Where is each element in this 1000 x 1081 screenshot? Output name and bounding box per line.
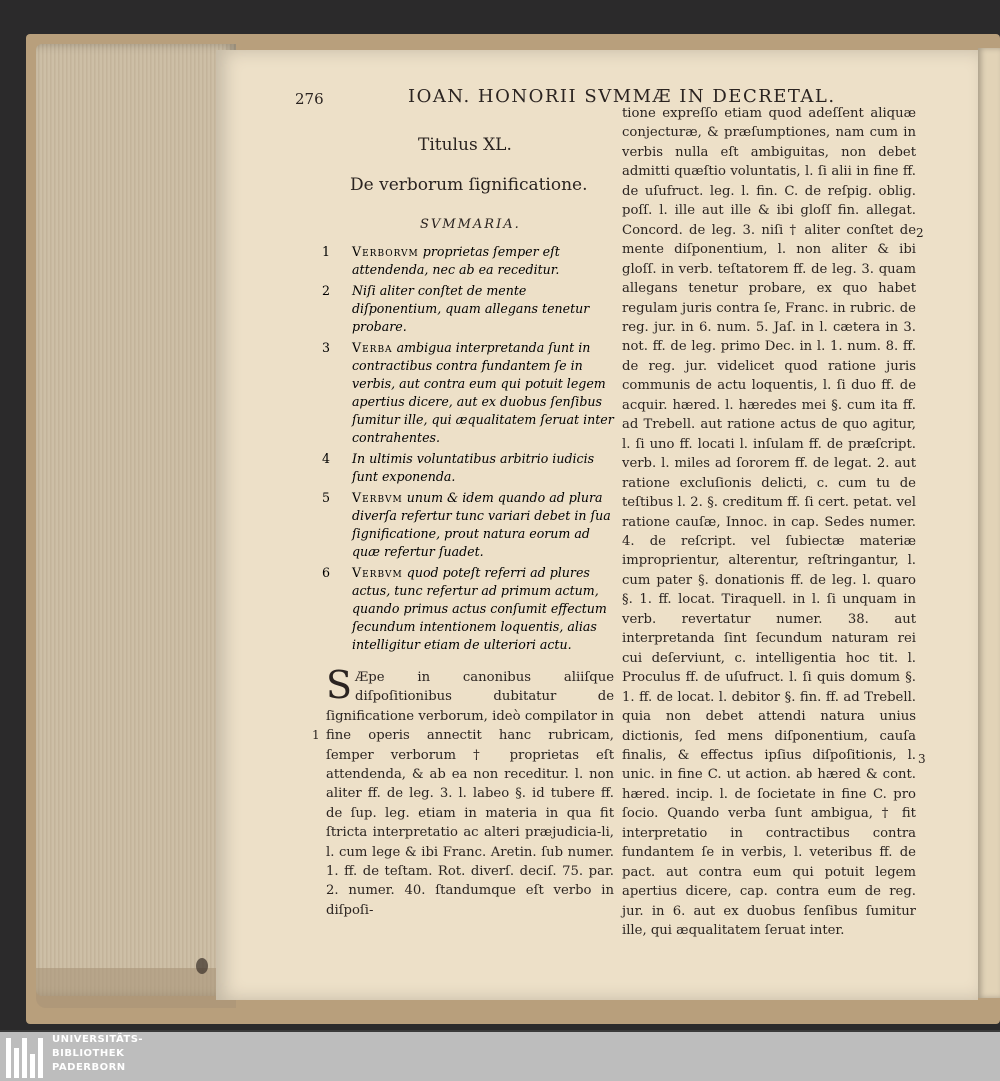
summaria-item-number: 3: [322, 340, 331, 355]
page-edges-bottom: [36, 968, 236, 1008]
summaria-item-text: In ultimis voluntatibus arbitrio iudicis ſunt exponenda.: [352, 451, 595, 484]
ink-stain: [196, 958, 208, 974]
page-edges: [36, 44, 236, 996]
library-logo-icon: [4, 1034, 48, 1078]
left-body-text: [326, 663, 614, 920]
summaria-list: [322, 243, 614, 657]
summaria-item-text: quod poteſt referri ad plures actus, tunc refertur ad primum actum, quando primus actus conſumit effectum ſecundum intentionem loquentis, alias intelligitur etiam de ulteriori actu.: [352, 565, 607, 652]
summaria-item: [322, 450, 614, 486]
margin-number: 1: [312, 728, 320, 742]
library-footer: [0, 1032, 1000, 1081]
margin-number: 3: [918, 752, 926, 766]
summaria-item: [322, 339, 614, 447]
library-name-line2: BIBLIOTHEK: [52, 1048, 125, 1059]
summaria-heading: SVMMARIA.: [420, 217, 521, 232]
summaria-item-lead: Verborvm: [352, 244, 419, 259]
left-body-paragraph: Æpe in canonibus aliiſque diſpoſitionibus dubitatur de ſignificatione verborum, ideò compilator in fine operis annectit hanc rubricam, ſemper verborum † proprietas eſt attendenda, & ab ea non receditur. l. non aliter ff. de leg. 3. l. labeo §. id tubere ff. de ſup. leg. etiam in materia in qua fit ſtricta interpretatio ac alteri præjudicia-li, l. cum lege & ibi Franc. Aretin. ſub numer. 1. ff. de teſtam. Rot. diverſ. deciſ. 75. par. 2. numer. 40. ſtandumque eſt verbo in diſpoſi-: [326, 670, 614, 918]
summaria-item-number: 4: [322, 451, 331, 466]
section-subtitle: De verborum ſignificatione.: [350, 175, 588, 195]
summaria-item-text: Niſi aliter conſtet de mente diſponentium, quam allegans tenetur probare.: [352, 283, 590, 334]
right-body-text: tione expreſſo etiam quod adeſſent aliquæ conjecturæ, & præſumptiones, nam cum in verbis nulla eſt ambiguitas, non debet admitti quæſtio voluntatis, l. ſi alii in fine ff. de uſufruct. leg. l. fin. C. de reſpig. oblig. poſſ. l. ille aut ille & ibi gloſſ fin. allegat. Concord. de leg. 3. niſi † aliter conſtet de mente diſponentium, l. non aliter & ibi gloſſ. in verb. teſtatorem ff. de leg. 3. quam allegans tenetur probare, ex quo habet regulam juris contra ſe, Franc. in rubric. de reg. jur. in 6. num. 5. Jaſ. in l. cætera in 3. not. ff. de leg. primo Dec. in l. 1. num. 8. ff. de reg. jur. videlicet quod ratione juris communis de actu loquentis, l. ſi duo ff. de acquir. hæred. l. hæredes mei §. cum ita ff. ad Trebell. aut ratione actus de quo agitur, l. ſi uno ff. locati l. inſulam ff. de præſcript. verb. l. miles ad ſororem ff. de legat. 2. aut ratione excluſionis delicti, c. cum tu de teſtibus l. 2. §. creditum ff. ſi cert. petat. vel ratione cauſæ, Innoc. in cap. Sedes numer. 4. de reſcript. vel ſubiectæ materiæ improprientur, alterentur, reſtringantur, l. cum pater §. donationis ff. de leg. l. quaro §. 1. ff. locat. Tiraquell. in l. ſi unquam in verb. revertatur numer. 38. aut interpretanda ſint ſecundum naturam rei cui deſerviunt, c. intelligentia hoc tit. l. Proculus ff. de uſufruct. l. ſi quis domum §. 1. ff. de locat. l. debitor §. fin. ff. ad Trebell. quia non debet attendi natura unius dictionis, ſed mens diſponentium, cauſa finalis, & effectus ipſius diſpoſitionis, l. unic. in fine C. ut action. ab hæred & cont. hæred. incip. l. de ſocietate in fine C. pro ſocio. Quando verba ſunt ambigua, † fit interpretatio in contractibus contra fundantem ſe in verbis, l. veteribus ff. de pact. aut contra eum qui potuit legem apertius dicere, cap. contra eum de reg. jur. in 6. aut ex duobus ſenſibus ſumitur ille, qui æqualitatem ſeruat inter.: [622, 106, 916, 939]
summaria-item-number: 5: [322, 490, 331, 505]
summaria-item-number: 1: [322, 244, 331, 259]
library-name-line3: PADERBORN: [52, 1062, 126, 1073]
summaria-item: [322, 282, 614, 336]
summaria-item-lead: Verba: [352, 340, 393, 355]
summaria-item-text: ambigua interpretanda ſunt in contractibus contra fundantem ſe in verbis, aut contra eum qui potuit legem apertius dicere, aut ex duobus ſenſibus ſumitur ille, qui æqualitatem ſeruat inter contrahentes.: [352, 340, 614, 445]
summaria-item: [322, 243, 614, 279]
summaria-item-lead: Verbvm: [352, 565, 403, 580]
facing-page-edge: [978, 48, 1000, 998]
summaria-item-lead: Verbvm: [352, 490, 403, 505]
summaria-item: [322, 489, 614, 561]
summaria-item-text: unum & idem quando ad plura diverſa refertur tunc variari debet in ſua ſignificatione, prout natura eorum ad quæ refertur ſuadet.: [352, 490, 611, 559]
section-title: Titulus XL.: [418, 135, 512, 155]
page-number: 276: [295, 90, 324, 108]
summaria-item-text: proprietas ſemper eſt attendenda, nec ab ea receditur.: [352, 244, 560, 277]
margin-number: 2: [916, 226, 924, 240]
summaria-item-number: 6: [322, 565, 331, 580]
summaria-item: [322, 564, 614, 654]
drop-cap: S: [326, 663, 353, 707]
library-name-line1: UNIVERSITÄTS-: [52, 1034, 144, 1045]
running-title: IOAN. HONORII SVMMÆ IN DECRETAL.: [408, 86, 836, 107]
summaria-item-number: 2: [322, 283, 331, 298]
